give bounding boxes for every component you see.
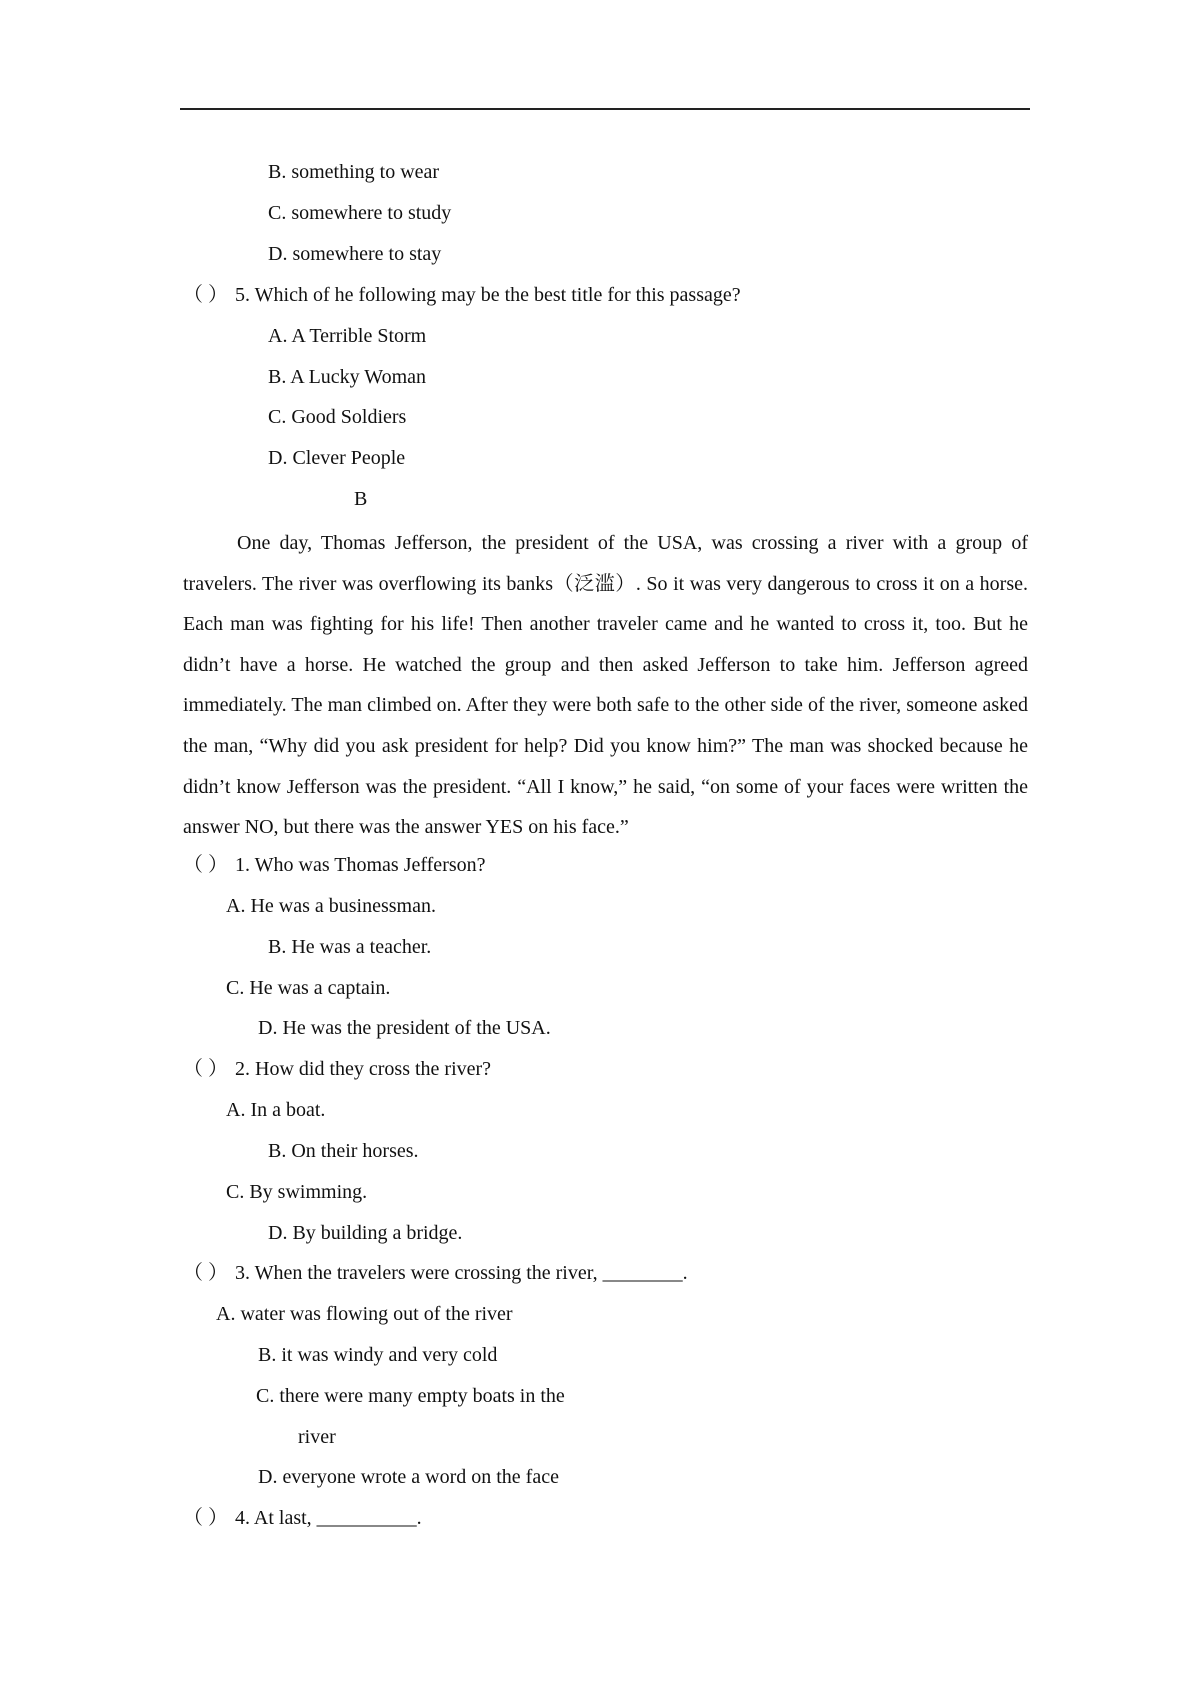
option-b: B. He was a teacher. [268, 936, 432, 958]
question-3 [183, 1261, 688, 1285]
option-c: C. By swimming. [226, 1181, 368, 1203]
option-c: C. He was a captain. [226, 977, 391, 999]
answer-blank[interactable]: （ ） [183, 284, 228, 306]
option-d: D. He was the president of the USA. [258, 1017, 551, 1039]
question-text: 3. When the travelers were crossing the river, ________. [235, 1262, 688, 1284]
option-b: B. On their horses. [268, 1140, 419, 1162]
option-a: A. In a boat. [226, 1099, 326, 1121]
option-c: C. somewhere to study [268, 202, 452, 224]
question-text: 2. How did they cross the river? [235, 1058, 492, 1080]
option-b: B. A Lucky Woman [268, 366, 427, 388]
reading-passage: One day, Thomas Jefferson, the president of the USA, was crossing a river with a group of travelers. The river was overflowing its banks（泛滥）. So it was very dangerous to cross it on a horse. Each man was fighting for his life! Then another traveler came and he wanted to cross it, too. But he didn’t have a horse. He watched the group and then asked Jefferson to take him. Jefferson agreed immediately. The man climbed on. After they were both safe to the other side of the river, someone asked the man, “Why did you ask president for help? Did you know him?” The man was shocked because he didn’t know Jefferson was the president. “All I know,” he said, “on some of your faces were written the answer NO, but there was the answer YES on his face.” [183, 532, 1028, 839]
section-heading: B [354, 488, 368, 510]
option-b: B. it was windy and very cold [258, 1344, 498, 1366]
answer-blank[interactable]: （ ） [183, 1058, 228, 1080]
option-b: B. something to wear [268, 161, 440, 183]
answer-blank[interactable]: （ ） [183, 854, 228, 876]
option-a: A. water was flowing out of the river [216, 1303, 513, 1325]
question-5 [183, 283, 741, 307]
option-a: A. A Terrible Storm [268, 325, 427, 347]
option-c: C. there were many empty boats in the [256, 1385, 565, 1407]
header-rule [180, 108, 1030, 110]
question-text: 4. At last, __________. [235, 1507, 422, 1529]
option-d: D. somewhere to stay [268, 243, 442, 265]
option-d: D. Clever People [268, 447, 406, 469]
question-4 [183, 1506, 422, 1530]
question-text: 1. Who was Thomas Jefferson? [235, 854, 486, 876]
question-2 [183, 1057, 491, 1081]
option-d: D. everyone wrote a word on the face [258, 1466, 559, 1488]
option-a: A. He was a businessman. [226, 895, 436, 917]
answer-blank[interactable]: （ ） [183, 1262, 228, 1284]
question-text: 5. Which of he following may be the best title for this passage? [235, 284, 741, 306]
answer-blank[interactable]: （ ） [183, 1507, 228, 1529]
option-c: C. Good Soldiers [268, 406, 407, 428]
option-d: D. By building a bridge. [268, 1222, 463, 1244]
option-c-continued: river [298, 1426, 336, 1448]
question-1 [183, 853, 486, 877]
